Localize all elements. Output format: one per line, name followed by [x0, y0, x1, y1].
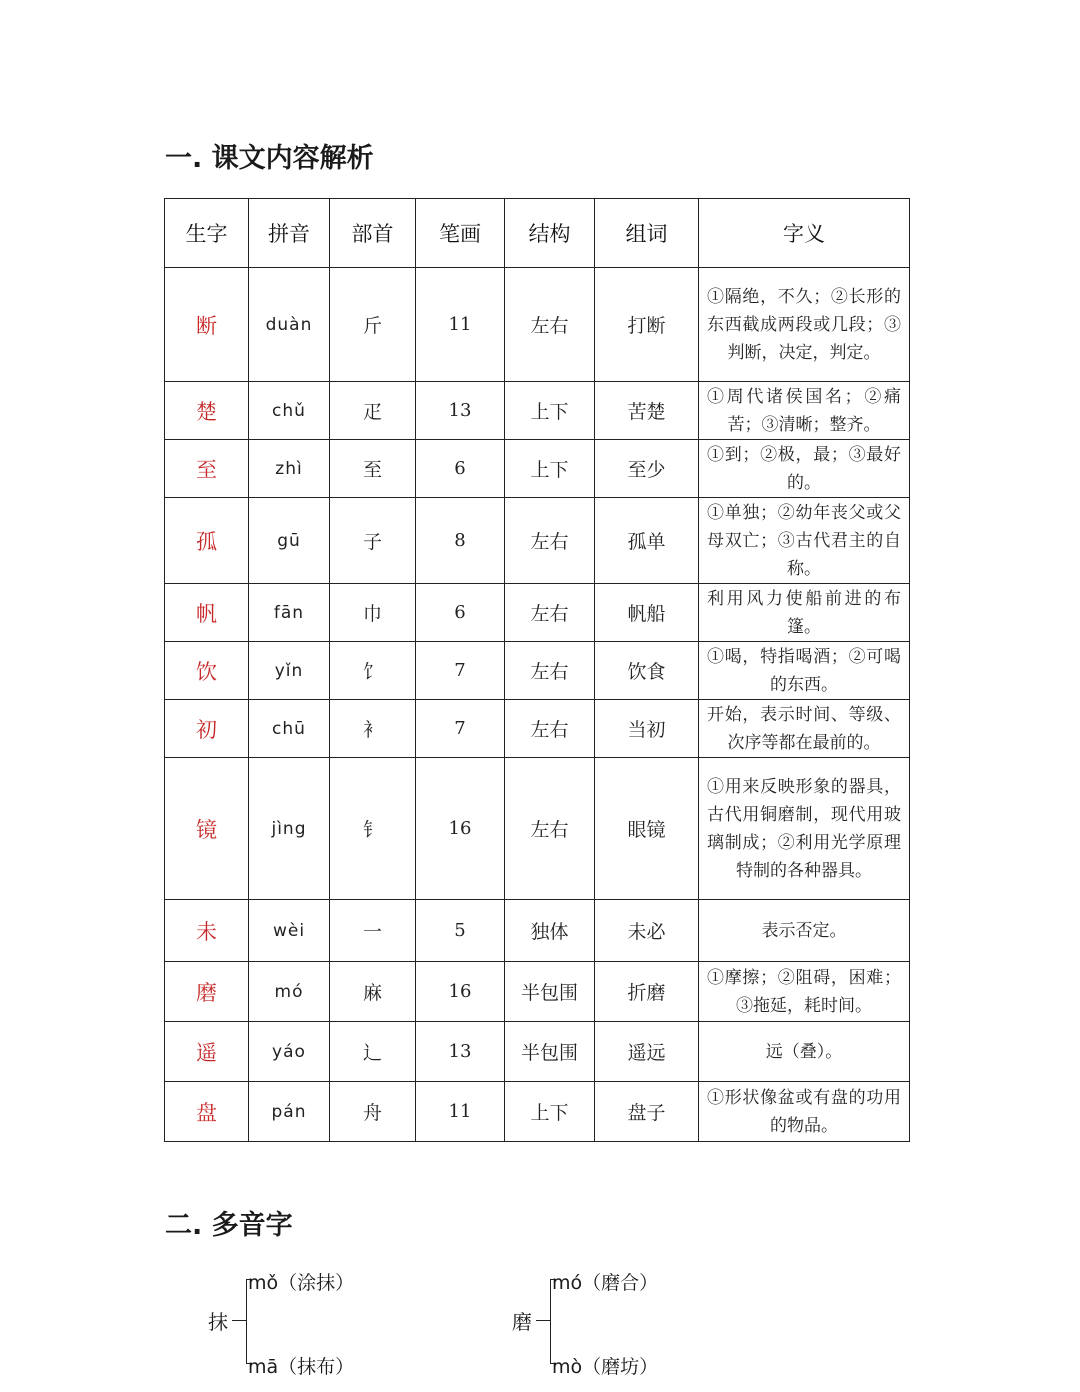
cell-structure: 左右	[505, 584, 595, 642]
cell-word: 当初	[595, 700, 699, 758]
cell-meaning: 利用风力使船前进的布篷。	[699, 584, 910, 642]
cell-structure: 上下	[505, 440, 595, 498]
bracket-line	[550, 1279, 551, 1363]
bracket-stem	[536, 1320, 550, 1321]
reading-pinyin: mó	[552, 1272, 583, 1294]
table-row	[165, 268, 910, 382]
cell-meaning: ①形状像盆或有盘的功用的物品。	[699, 1082, 910, 1142]
table-row	[165, 1082, 910, 1142]
reading-pinyin: mǒ	[248, 1272, 279, 1294]
cell-strokes: 8	[416, 498, 505, 584]
polyphone-char: 抹	[208, 1310, 228, 1334]
cell-strokes: 7	[416, 642, 505, 700]
table-row	[165, 1022, 910, 1082]
cell-pinyin: pán	[249, 1082, 330, 1142]
cell-word: 折磨	[595, 962, 699, 1022]
cell-pinyin: chǔ	[249, 382, 330, 440]
reading-word: （抹布）	[278, 1356, 355, 1378]
cell-word: 遥远	[595, 1022, 699, 1082]
reading-pinyin: mā	[248, 1356, 279, 1378]
cell-structure: 左右	[505, 498, 595, 584]
cell-radical: 斤	[330, 268, 416, 382]
cell-structure: 上下	[505, 382, 595, 440]
cell-structure: 左右	[505, 758, 595, 900]
table-row	[165, 700, 910, 758]
cell-radical: 辶	[330, 1022, 416, 1082]
cell-radical: 钅	[330, 758, 416, 900]
cell-pinyin: wèi	[249, 900, 330, 962]
cell-character: 帆	[165, 584, 249, 642]
cell-word: 孤单	[595, 498, 699, 584]
reading-word: （磨合）	[582, 1272, 659, 1294]
header-character: 生字	[165, 199, 249, 268]
reading-pinyin: mò	[552, 1356, 583, 1378]
cell-character: 初	[165, 700, 249, 758]
cell-word: 未必	[595, 900, 699, 962]
cell-character: 断	[165, 268, 249, 382]
cell-radical: 衤	[330, 700, 416, 758]
cell-structure: 独体	[505, 900, 595, 962]
cell-pinyin: gū	[249, 498, 330, 584]
header-strokes: 笔画	[416, 199, 505, 268]
cell-word: 帆船	[595, 584, 699, 642]
cell-pinyin: zhì	[249, 440, 330, 498]
cell-strokes: 6	[416, 440, 505, 498]
table-row	[165, 900, 910, 962]
cell-strokes: 16	[416, 758, 505, 900]
cell-strokes: 5	[416, 900, 505, 962]
cell-pinyin: yáo	[249, 1022, 330, 1082]
polyphone-group	[208, 1268, 408, 1378]
header-meaning: 字义	[699, 199, 910, 268]
cell-structure: 半包围	[505, 1022, 595, 1082]
cell-word: 至少	[595, 440, 699, 498]
cell-character: 磨	[165, 962, 249, 1022]
bracket-stem	[232, 1320, 246, 1321]
polyphone-char: 磨	[512, 1310, 532, 1334]
cell-radical: 舟	[330, 1082, 416, 1142]
table-row	[165, 498, 910, 584]
cell-word: 苦楚	[595, 382, 699, 440]
section-title-polyphones: 二. 多音字	[165, 1210, 293, 1241]
cell-structure: 半包围	[505, 962, 595, 1022]
cell-character: 镜	[165, 758, 249, 900]
cell-radical: 至	[330, 440, 416, 498]
table-row	[165, 758, 910, 900]
table-row	[165, 962, 910, 1022]
cell-character: 楚	[165, 382, 249, 440]
cell-structure: 上下	[505, 1082, 595, 1142]
table-row	[165, 642, 910, 700]
cell-character: 未	[165, 900, 249, 962]
cell-meaning: 远（叠）。	[699, 1022, 910, 1082]
polyphone-group	[512, 1268, 712, 1378]
bracket-line	[246, 1279, 247, 1363]
cell-meaning: ①周代诸侯国名；②痛苦；③清晰；整齐。	[699, 382, 910, 440]
reading-word: （涂抹）	[278, 1272, 355, 1294]
header-radical: 部首	[330, 199, 416, 268]
cell-radical: 麻	[330, 962, 416, 1022]
cell-pinyin: jìng	[249, 758, 330, 900]
cell-character: 盘	[165, 1082, 249, 1142]
cell-pinyin: chū	[249, 700, 330, 758]
cell-radical: 疋	[330, 382, 416, 440]
reading-item	[248, 1352, 354, 1379]
cell-character: 遥	[165, 1022, 249, 1082]
table-row	[165, 382, 910, 440]
cell-pinyin: mó	[249, 962, 330, 1022]
cell-meaning: ①隔绝，不久；②长形的东西截成两段或几段；③判断，决定，判定。	[699, 268, 910, 382]
character-table	[164, 198, 910, 1142]
table-row	[165, 440, 910, 498]
cell-structure: 左右	[505, 268, 595, 382]
cell-radical: 一	[330, 900, 416, 962]
cell-strokes: 11	[416, 1082, 505, 1142]
cell-meaning: ①到；②极，最；③最好的。	[699, 440, 910, 498]
cell-meaning: ①摩擦；②阻碍，困难；③拖延，耗时间。	[699, 962, 910, 1022]
cell-strokes: 7	[416, 700, 505, 758]
header-word: 组词	[595, 199, 699, 268]
header-pinyin: 拼音	[249, 199, 330, 268]
header-structure: 结构	[505, 199, 595, 268]
cell-pinyin: fān	[249, 584, 330, 642]
cell-radical: 饣	[330, 642, 416, 700]
reading-word: （磨坊）	[582, 1356, 659, 1378]
cell-pinyin: duàn	[249, 268, 330, 382]
cell-character: 孤	[165, 498, 249, 584]
cell-strokes: 13	[416, 1022, 505, 1082]
cell-character: 饮	[165, 642, 249, 700]
cell-meaning: ①喝，特指喝酒；②可喝的东西。	[699, 642, 910, 700]
cell-word: 盘子	[595, 1082, 699, 1142]
cell-radical: 巾	[330, 584, 416, 642]
table-row	[165, 584, 910, 642]
cell-pinyin: yǐn	[249, 642, 330, 700]
cell-meaning: 表示否定。	[699, 900, 910, 962]
cell-radical: 子	[330, 498, 416, 584]
cell-meaning: ①用来反映形象的器具，古代用铜磨制，现代用玻璃制成；②利用光学原理特制的各种器具。	[699, 758, 910, 900]
cell-meaning: 开始，表示时间、等级、次序等都在最前的。	[699, 700, 910, 758]
cell-word: 饮食	[595, 642, 699, 700]
cell-character: 至	[165, 440, 249, 498]
cell-word: 眼镜	[595, 758, 699, 900]
cell-structure: 左右	[505, 700, 595, 758]
cell-strokes: 16	[416, 962, 505, 1022]
cell-word: 打断	[595, 268, 699, 382]
cell-strokes: 13	[416, 382, 505, 440]
section-title-analysis: 一. 课文内容解析	[165, 143, 374, 174]
table-header-row	[165, 199, 910, 268]
reading-item	[552, 1352, 658, 1379]
cell-structure: 左右	[505, 642, 595, 700]
cell-meaning: ①单独；②幼年丧父或父母双亡；③古代君主的自称。	[699, 498, 910, 584]
reading-item	[248, 1268, 354, 1295]
cell-strokes: 6	[416, 584, 505, 642]
cell-strokes: 11	[416, 268, 505, 382]
reading-item	[552, 1268, 658, 1295]
